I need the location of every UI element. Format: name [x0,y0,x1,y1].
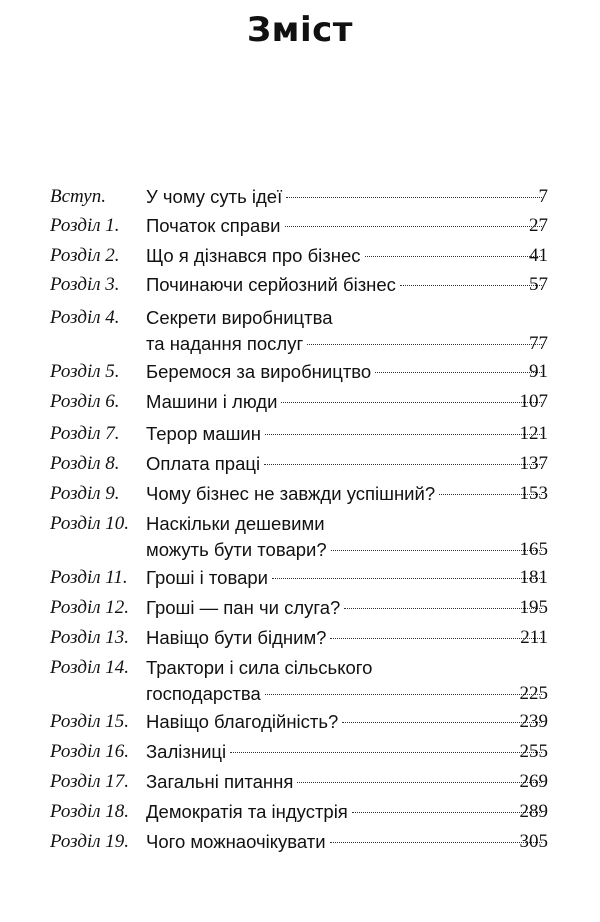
chapter-title [146,273,542,299]
page-number: 77 [529,333,548,354]
chapter-label: Розділ 19. [50,831,130,852]
chapter-label: Розділ 18. [50,801,130,822]
chapter-label: Розділ 4. [50,307,120,328]
chapter-title [146,830,542,856]
page-number: 239 [519,711,548,732]
chapter-title-line: Чого можнаочікувати [146,831,326,852]
page-number: 91 [529,361,548,382]
dot-leader [330,638,542,639]
dot-leader [365,256,542,257]
dot-leader [281,402,542,403]
chapter-title-line: господарства [146,683,261,704]
page-number: 153 [519,483,548,504]
chapter-title-line: Оплата праці [146,453,261,474]
chapter-title [146,566,542,592]
chapter-label: Розділ 17. [50,771,130,792]
page-number: 289 [519,801,548,822]
chapter-label: Розділ 1. [50,215,120,236]
chapter-title-line: Беремося за виробництво [146,361,372,382]
page-number: 225 [519,683,548,704]
chapter-title-line: Машини і люди [146,391,278,412]
chapter-title [146,626,542,652]
page-number: 165 [519,539,548,560]
chapter-label: Розділ 11. [50,567,128,588]
chapter-title [146,360,542,386]
chapter-label: Розділ 5. [50,361,120,382]
dot-leader [352,812,542,813]
chapter-title-line: Демократія та індустрія [146,801,348,822]
chapter-title [146,390,542,416]
dot-leader [297,782,542,783]
chapter-title-line: Починаючи серйозний бізнес [146,274,396,295]
chapter-title [146,185,542,211]
page-number: 195 [519,597,548,618]
page-number: 57 [529,274,548,295]
page-number: 305 [519,831,548,852]
chapter-label: Розділ 7. [50,423,120,444]
chapter-title-line: У чому суть ідеї [146,186,283,207]
page-number: 27 [529,215,548,236]
dot-leader [330,842,542,843]
page-title: Зміст [247,10,353,50]
chapter-title-line: Навіщо бути бідним? [146,627,327,648]
chapter-label: Розділ 3. [50,274,120,295]
chapter-label: Розділ 15. [50,711,130,732]
dot-leader [342,722,542,723]
chapter-title [146,422,542,448]
chapter-title [146,596,542,622]
page-number: 211 [520,627,548,648]
chapter-title [146,656,542,708]
chapter-label: Розділ 10. [50,513,130,534]
page-number: 121 [519,423,548,444]
chapter-title-line: можуть бути товари? [146,539,327,560]
page-number: 181 [519,567,548,588]
chapter-title [146,452,542,478]
chapter-label: Розділ 14. [50,657,130,678]
dot-leader [331,550,542,551]
chapter-label: Розділ 2. [50,245,120,266]
chapter-title [146,244,542,270]
chapter-title-line: Загальні питання [146,771,294,792]
dot-leader [264,464,542,465]
chapter-label: Розділ 8. [50,453,120,474]
chapter-title-line: Гроші — пан чи слуга? [146,597,341,618]
chapter-label: Розділ 12. [50,597,130,618]
chapter-title [146,512,542,564]
chapter-title-line: Навіщо благодійність? [146,711,339,732]
chapter-title-line: Що я дізнався про бізнес [146,245,361,266]
chapter-label: Вступ. [50,186,106,207]
chapter-title [146,770,542,796]
chapter-title-line: Гроші і товари [146,567,268,588]
dot-leader [307,344,542,345]
dot-leader [230,752,542,753]
chapter-title [146,740,542,766]
chapter-title [146,800,542,826]
chapter-title-line: Чому бізнес не завжди успішний? [146,483,436,504]
chapter-label: Розділ 13. [50,627,130,648]
dot-leader [375,372,542,373]
page-number: 7 [538,186,548,207]
chapter-label: Розділ 9. [50,483,120,504]
page-number: 107 [519,391,548,412]
chapter-title-line: Залізниці [146,741,227,762]
dot-leader [400,285,542,286]
dot-leader [285,226,543,227]
chapter-title-line: Наскільки дешевими [146,513,325,534]
dot-leader [344,608,542,609]
chapter-title-line: та надання послуг [146,333,304,354]
chapter-title-line: Трактори і сила сільського [146,657,373,678]
dot-leader [265,434,542,435]
chapter-title [146,214,542,240]
chapter-title-line: Початок справи [146,215,281,236]
page-number: 255 [519,741,548,762]
chapter-title [146,710,542,736]
chapter-label: Розділ 16. [50,741,130,762]
chapter-label: Розділ 6. [50,391,120,412]
chapter-title [146,306,542,358]
dot-leader [286,197,542,198]
page-number: 41 [529,245,548,266]
dot-leader [265,694,542,695]
chapter-title [146,482,542,508]
dot-leader [272,578,542,579]
chapter-title-line: Секрети виробництва [146,307,333,328]
page-number: 269 [519,771,548,792]
chapter-title-line: Терор машин [146,423,261,444]
page-number: 137 [519,453,548,474]
